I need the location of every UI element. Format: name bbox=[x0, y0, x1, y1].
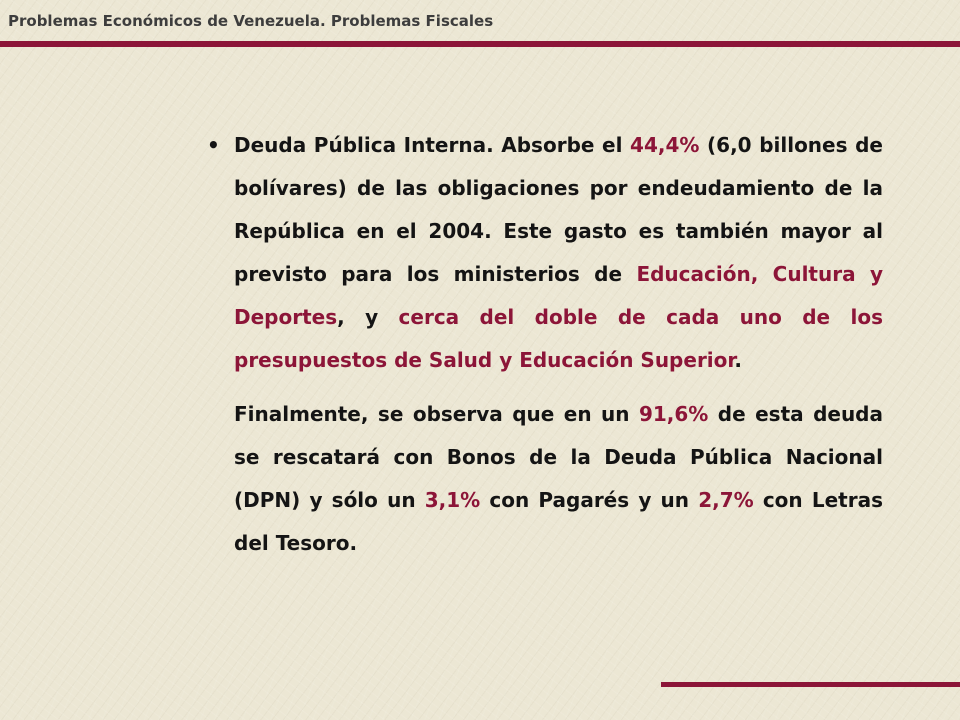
highlight-percent: 2,7% bbox=[698, 488, 754, 512]
paragraph-deuda-interna bbox=[234, 124, 883, 382]
highlight-percent: 91,6% bbox=[638, 402, 709, 426]
footer-divider bbox=[661, 682, 960, 687]
text-run: (6,0 billones de bolívares) de las obligaciones por endeudamiento de la República en el 2004. Este gasto es también mayor al previsto para los ministerios de bbox=[234, 133, 883, 286]
slide-content bbox=[207, 124, 883, 565]
highlight-percent: 44,4% bbox=[630, 133, 700, 157]
text-run: con Letras del Tesoro. bbox=[234, 488, 883, 555]
highlight-doble: cerca del doble de cada uno de los presupuestos de Salud y Educación Superior bbox=[234, 305, 884, 372]
highlight-ministerios: Educación, Cultura y Deportes bbox=[234, 262, 884, 329]
text-run: con Pagarés y un bbox=[480, 488, 699, 512]
text-run: Finalmente, se observa que en un bbox=[234, 402, 639, 426]
slide-header-title: Problemas Económicos de Venezuela. Problemas Fiscales bbox=[8, 12, 494, 30]
text-run: . bbox=[734, 348, 743, 372]
paragraph-finalmente bbox=[234, 393, 883, 565]
highlight-percent: 3,1% bbox=[424, 488, 481, 512]
text-run: Deuda Pública Interna. Absorbe el bbox=[234, 133, 631, 157]
text-run: , y bbox=[337, 305, 399, 329]
text-run: de esta deuda se rescatará con Bonos de la Deuda Pública Nacional (DPN) y sólo un bbox=[234, 402, 883, 512]
bullet-marker: • bbox=[207, 133, 220, 157]
header-divider bbox=[0, 41, 960, 47]
bullet-item bbox=[207, 124, 883, 382]
